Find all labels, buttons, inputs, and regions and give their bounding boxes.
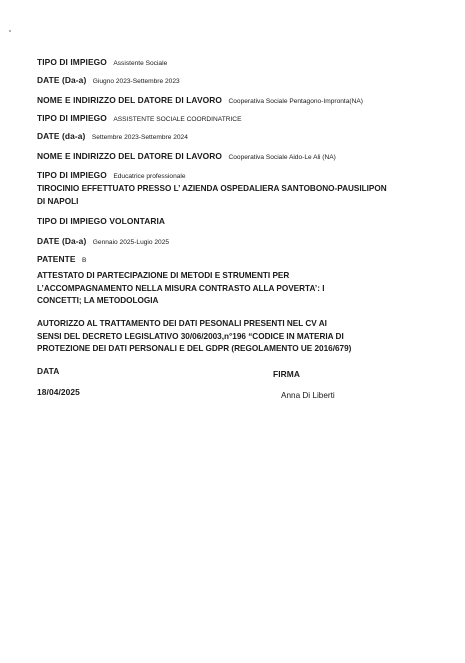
- entry-label: NOME E INDIRIZZO DEL DATORE DI LAVORO: [37, 151, 223, 161]
- entry-value: ASSISTENTE SOCIALE COORDINATRICE: [113, 116, 242, 123]
- attestato-line: CONCETTI; LA METODOLOGIA: [37, 296, 159, 305]
- entry-value: B: [82, 257, 87, 264]
- autorizzo-block: [37, 318, 437, 356]
- attestato-block: [37, 270, 437, 308]
- entry-date-1: [37, 73, 445, 87]
- scan-speck: [9, 30, 11, 32]
- entry-datore-1: [37, 93, 445, 107]
- firma-label-row: [273, 367, 333, 380]
- entry-date-2: [37, 129, 445, 143]
- autorizzo-line: PROTEZIONE DEI DATI PERSONALI E DEL GDPR (REGOLAMENTO UE 2016/679): [37, 344, 352, 353]
- entry-value: Settembre 2023-Settembre 2024: [91, 134, 188, 141]
- entry-date-3: [37, 234, 445, 248]
- entry-value: Assistente Sociale: [113, 60, 168, 67]
- entry-tipo-impiego-2: [37, 111, 445, 125]
- entry-label: TIPO DI IMPIEGO VOLONTARIA: [37, 216, 166, 226]
- data-label-row: [37, 364, 97, 377]
- entry-value: Cooperativa Sociale Aido-Le Ali (NA): [228, 154, 336, 161]
- autorizzo-line: SENSI DEL DECRETO LEGISLATIVO 30/06/2003,n°196 “CODICE IN MATERIA DI: [37, 331, 344, 341]
- entry-value: Gennaio 2025-Lugio 2025: [92, 239, 170, 246]
- entry-label: PATENTE: [37, 254, 76, 264]
- attestato-line: L’ACCOMPAGNAMENTO NELLA MISURA CONTRASTO ALLA POVERTA’: I: [37, 283, 325, 293]
- firma-label: FIRMA: [273, 369, 301, 379]
- entry-label: TIPO DI IMPIEGO: [37, 57, 107, 67]
- signature-name: Anna Di Liberti: [281, 391, 335, 400]
- entry-value: Giugno 2023-Settembre 2023: [92, 78, 180, 85]
- tirocinio-block: [37, 183, 437, 208]
- entry-label: DATE (da-a): [37, 131, 86, 141]
- entry-label: TIPO DI IMPIEGO: [37, 170, 107, 180]
- tirocinio-line: DI NAPOLI: [37, 196, 79, 206]
- entry-patente: [37, 252, 445, 266]
- signature-date: 18/04/2025: [37, 387, 80, 397]
- entry-tipo-impiego-3: [37, 168, 445, 182]
- entry-label: DATE (Da-a): [37, 75, 87, 85]
- data-label: DATA: [37, 366, 60, 376]
- entry-datore-2: [37, 149, 445, 163]
- attestato-line: ATTESTATO DI PARTECIPAZIONE DI METODI E STRUMENTI PER: [37, 271, 290, 280]
- entry-value: Cooperativa Sociale Pentagono-Impronta(NA): [228, 98, 363, 105]
- entry-label: TIPO DI IMPIEGO: [37, 113, 107, 123]
- signature-row: [281, 388, 381, 401]
- entry-label: NOME E INDIRIZZO DEL DATORE DI LAVORO: [37, 95, 223, 105]
- autorizzo-line: AUTORIZZO AL TRATTAMENTO DEI DATI PESONALI PRESENTI NEL CV AI: [37, 319, 327, 328]
- date-row: [37, 385, 117, 398]
- tirocinio-line: TIROCINIO EFFETTUATO PRESSO L’ AZIENDA OSPEDALIERA SANTOBONO-PAUSILIPON: [37, 184, 387, 193]
- entry-tipo-impiego-1: [37, 55, 445, 69]
- entry-label: DATE (Da-a): [37, 236, 87, 246]
- entry-volontaria: [37, 214, 445, 228]
- entry-value: Educatrice professionale: [113, 173, 186, 180]
